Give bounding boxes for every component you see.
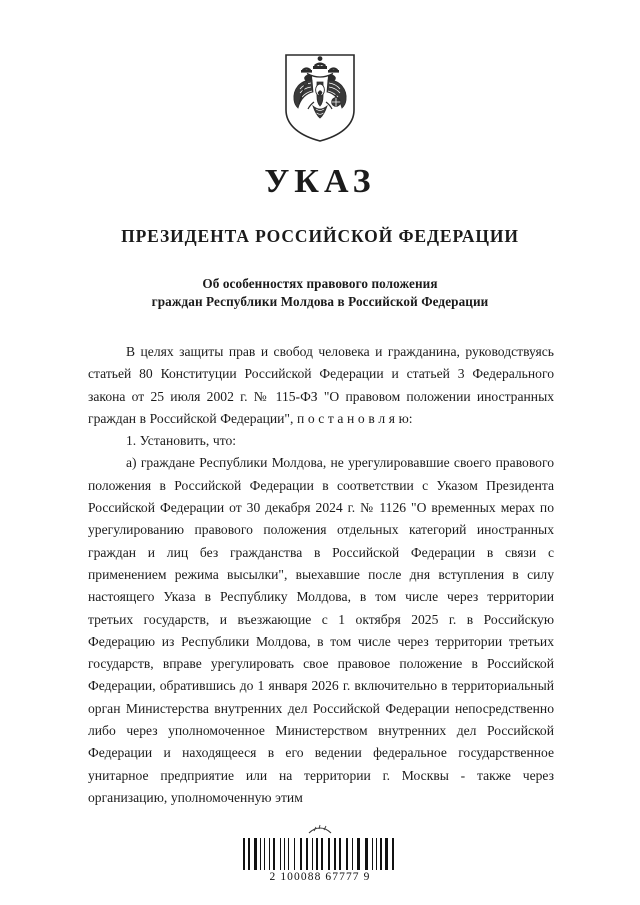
title-block [0, 163, 640, 247]
document-barcode [243, 838, 398, 870]
paragraph-preamble [88, 341, 554, 430]
page-title: УКАЗ [264, 163, 376, 200]
preamble-text-a: В целях защиты прав и свобод человека и гражданина, руководствуясь статьей 80 Конституции Российской Федерации и статьей 3 Федерального закона от 25 июля 2002 г. № 115-ФЗ "О правовом положении иностранных граждан в Российской Федерации", [88, 344, 554, 426]
heading-line-1: Об особенностях правового положения [202, 276, 438, 291]
heading-line-2: граждан Республики Молдова в Российской Федерации [151, 293, 489, 309]
document-heading [0, 275, 640, 310]
paragraph-item-1: 1. Установить, что: [126, 433, 237, 449]
russian-federation-coat-of-arms-icon [283, 52, 357, 144]
coat-of-arms-container [0, 52, 640, 144]
postanovlyayu-emphasis: п о с т а н о в л я ю [296, 410, 409, 426]
barcode-number: 2 100088 67777 9 [269, 871, 371, 883]
document-footer [0, 824, 640, 883]
printer-mark-icon [307, 824, 333, 836]
page-subtitle: ПРЕЗИДЕНТА РОССИЙСКОЙ ФЕДЕРАЦИИ [121, 226, 519, 246]
document-body [88, 341, 554, 809]
preamble-text-b: : [408, 410, 413, 426]
paragraph-item-1a: а) граждане Республики Молдова, не урегулировавшие своего правового положения в Российской Федерации в соответствии с Указом Президента Российской Федерации от 30 декабря 2024 г. № 1126 "О временных мерах по урегулированию правового положения отдельных категорий иностранных граждан и лиц без гражданства в Российской Федерации в связи с применением режима высылки", выехавшие после дня вступления в силу настоящего Указа в Республику Молдова, в том числе через территории третьих государств, и въезжающие с 1 октября 2025 г. в Российскую Федерацию из Республики Молдова, в том числе через территории третьих государств, вправе урегулировать свое правовое положение в Российской Федерации, обратившись до 1 января 2026 г. включительно в территориальный орган Министерства внутренних дел Российской Федерации непосредственно либо через уполномоченное Министерством внутренних дел Российской Федерации и находящееся в его ведении федеральное государственное унитарное предприятие или на территории г. Москвы - также через организацию, уполномоченную этим [88, 455, 554, 805]
